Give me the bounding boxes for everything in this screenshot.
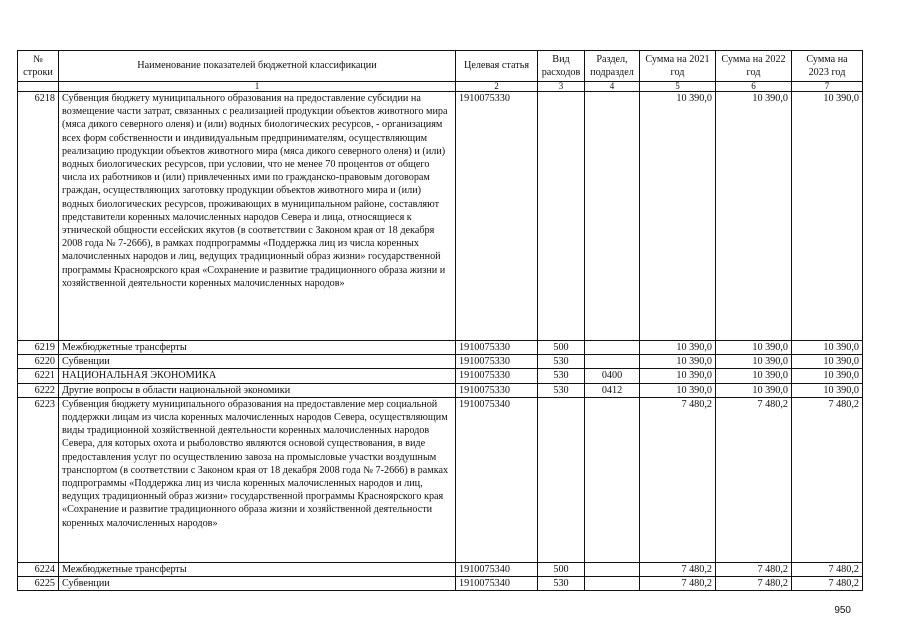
row-amount-2023: 10 390,0: [792, 355, 863, 369]
row-number: 6224: [18, 562, 59, 576]
row-target-article: 1910075330: [456, 92, 538, 341]
row-section: [585, 562, 640, 576]
column-number-row: [18, 82, 863, 92]
table-row: [18, 562, 863, 576]
row-amount-2023: 10 390,0: [792, 369, 863, 383]
row-section: 0400: [585, 369, 640, 383]
row-number: 6225: [18, 577, 59, 591]
row-target-article: 1910075330: [456, 383, 538, 397]
table-header-row: [18, 51, 863, 82]
row-section: [585, 355, 640, 369]
row-expense-type: 530: [538, 577, 585, 591]
row-amount-2023: 10 390,0: [792, 92, 863, 341]
table-row: [18, 397, 863, 562]
row-amount-2021: 10 390,0: [640, 92, 716, 341]
column-number: 6: [716, 82, 792, 92]
row-amount-2021: 7 480,2: [640, 562, 716, 576]
row-amount-2022: 10 390,0: [716, 383, 792, 397]
row-expense-type: 530: [538, 369, 585, 383]
row-amount-2023: 10 390,0: [792, 383, 863, 397]
row-name: Субвенция бюджету муниципального образования на предоставление субсидии на возмещение части затрат, связанных с реализацией продукции объектов животного мира (мяса дикого северного оленя) и (или) водных биологических ресурсов, - организациям всех форм собственности и индивидуальным предпринимателям, осуществляющим реализацию продукции объектов животного мира (мяса дикого северного оленя) и (или) водных биологических ресурсов, при условии, что не менее 70 процентов от общего числа их работников и (или) привлеченных ими по гражданско-правовым договорам граждан, осуществляющих заготовку продукции объектов животного мира и (или) водных биологических ресурсов, проживающих в муниципальном районе, составляют представители коренных малочисленных народов Севера и лица, относящиеся к этнической общности ессейских якутов (в соответствии с Законом края от 18 декабря 2008 года № 7-2666), в рамках подпрограммы «Поддержка лиц из числа коренных малочисленных народов и лиц, ведущих традиционный образ жизни» государственной программы Красноярского края «Сохранение и развитие традиционного образа жизни и хозяйственной деятельности коренных малочисленных народов»: [59, 92, 456, 341]
header-amount-2022: Сумма на 2022 год: [716, 51, 792, 82]
column-number: 4: [585, 82, 640, 92]
row-expense-type: 500: [538, 562, 585, 576]
row-expense-type: 530: [538, 383, 585, 397]
row-section: [585, 341, 640, 355]
header-section: Раздел, подраздел: [585, 51, 640, 82]
row-amount-2021: 10 390,0: [640, 341, 716, 355]
row-amount-2021: 10 390,0: [640, 383, 716, 397]
row-target-article: 1910075330: [456, 355, 538, 369]
column-number: 2: [456, 82, 538, 92]
table-row: [18, 341, 863, 355]
row-amount-2021: 10 390,0: [640, 355, 716, 369]
row-name: Субвенции: [59, 577, 456, 591]
table-row: [18, 355, 863, 369]
row-target-article: 1910075330: [456, 341, 538, 355]
row-section: 0412: [585, 383, 640, 397]
row-amount-2022: 7 480,2: [716, 577, 792, 591]
column-number: 1: [59, 82, 456, 92]
row-number: 6219: [18, 341, 59, 355]
row-name: Субвенция бюджету муниципального образования на предоставление мер социальной поддержки лицам из числа коренных малочисленных народов Севера, осуществляющим виды традиционной хозяйственной деятельности коренных малочисленных народов Севера, для которых охота и рыболовство являются основой существования, в виде предоставления услуг по осуществлению завоза на промысловые участки воздушным транспортом (в соответствии с Законом края от 18 декабря 2008 года № 7-2666) в рамках подпрограммы «Поддержка лиц из числа коренных малочисленных народов и лиц, ведущих традиционный образ жизни» государственной программы Красноярского края «Сохранение и развитие традиционного образа жизни и хозяйственной деятельности коренных малочисленных народов»: [59, 397, 456, 562]
table-row: [18, 369, 863, 383]
row-amount-2022: 7 480,2: [716, 397, 792, 562]
header-row-number: № строки: [18, 51, 59, 82]
table-row: [18, 92, 863, 341]
row-amount-2023: 7 480,2: [792, 577, 863, 591]
row-target-article: 1910075340: [456, 577, 538, 591]
row-expense-type: 530: [538, 355, 585, 369]
row-number: 6221: [18, 369, 59, 383]
row-amount-2021: 7 480,2: [640, 397, 716, 562]
table-row: [18, 383, 863, 397]
budget-table: [17, 50, 863, 591]
row-name: Межбюджетные трансферты: [59, 562, 456, 576]
row-amount-2023: 10 390,0: [792, 341, 863, 355]
row-amount-2021: 7 480,2: [640, 577, 716, 591]
table-row: [18, 577, 863, 591]
row-number: 6223: [18, 397, 59, 562]
row-name: НАЦИОНАЛЬНАЯ ЭКОНОМИКА: [59, 369, 456, 383]
row-expense-type: 500: [538, 341, 585, 355]
header-amount-2023: Сумма на 2023 год: [792, 51, 863, 82]
row-section: [585, 577, 640, 591]
row-amount-2023: 7 480,2: [792, 397, 863, 562]
header-amount-2021: Сумма на 2021 год: [640, 51, 716, 82]
row-amount-2022: 10 390,0: [716, 369, 792, 383]
row-expense-type: [538, 397, 585, 562]
row-amount-2022: 10 390,0: [716, 355, 792, 369]
row-section: [585, 92, 640, 341]
row-target-article: 1910075340: [456, 562, 538, 576]
row-amount-2022: 10 390,0: [716, 92, 792, 341]
row-name: Межбюджетные трансферты: [59, 341, 456, 355]
header-indicator-name: Наименование показателей бюджетной классификации: [59, 51, 456, 82]
row-target-article: 1910075340: [456, 397, 538, 562]
column-number: 3: [538, 82, 585, 92]
row-amount-2021: 10 390,0: [640, 369, 716, 383]
column-number-blank: [18, 82, 59, 92]
column-number: 5: [640, 82, 716, 92]
row-number: 6222: [18, 383, 59, 397]
page-number: 950: [834, 605, 851, 616]
row-name: Другие вопросы в области национальной экономики: [59, 383, 456, 397]
row-amount-2022: 7 480,2: [716, 562, 792, 576]
row-amount-2023: 7 480,2: [792, 562, 863, 576]
row-target-article: 1910075330: [456, 369, 538, 383]
row-number: 6220: [18, 355, 59, 369]
row-expense-type: [538, 92, 585, 341]
row-number: 6218: [18, 92, 59, 341]
row-amount-2022: 10 390,0: [716, 341, 792, 355]
row-name: Субвенции: [59, 355, 456, 369]
column-number: 7: [792, 82, 863, 92]
header-target-article: Целевая статья: [456, 51, 538, 82]
row-section: [585, 397, 640, 562]
header-expense-type: Вид расходов: [538, 51, 585, 82]
